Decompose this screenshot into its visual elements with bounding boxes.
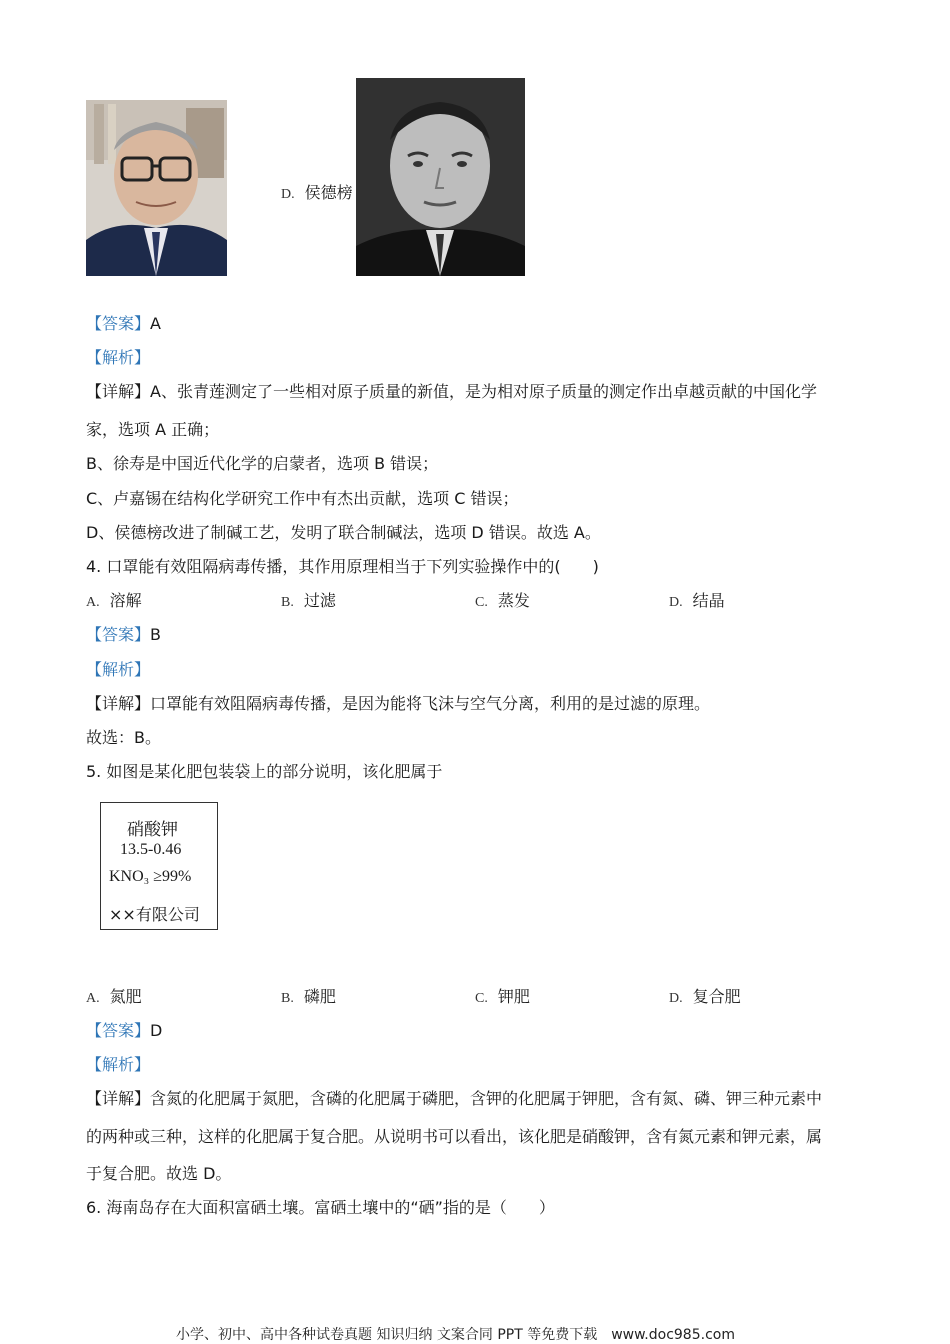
q4-detail-line-2: 故选：B。 <box>86 728 161 747</box>
answer-value: A <box>150 314 161 333</box>
option-letter: D. <box>669 991 683 1006</box>
q3-detail-line-1 <box>86 382 817 402</box>
fertilizer-label-box <box>100 802 218 930</box>
option-letter: A. <box>86 991 100 1006</box>
option-text: 复合肥 <box>692 987 741 1006</box>
label-company: ××有限公司 <box>109 905 200 924</box>
q4-analysis-tag: 【解析】 <box>86 660 151 679</box>
option-text: 氮肥 <box>109 987 142 1006</box>
q3-detail-line-5: D、侯德榜改进了制碱工艺，发明了联合制碱法，选项 D 错误。故选 A。 <box>86 523 601 542</box>
q3-detail-line-3: B、徐寿是中国近代化学的启蒙者，选项 B 错误； <box>86 454 439 473</box>
label-spec: 13.5-0.46 <box>120 841 182 858</box>
option-text: 结晶 <box>692 591 725 610</box>
label-product-name: 硝酸钾 <box>127 820 178 840</box>
q5-analysis-tag: 【解析】 <box>86 1055 151 1074</box>
q6-stem: 6. 海南岛存在大面积富硒土壤。富硒土壤中的“硒”指的是（ ） <box>86 1198 555 1217</box>
portrait-photo-bw <box>356 78 525 276</box>
detail-text: 含氮的化肥属于氮肥，含磷的化肥属于磷肥，含钾的化肥属于钾肥，含有氮、磷、钾三种元素中 <box>150 1089 823 1108</box>
option-letter: A. <box>86 595 100 610</box>
portrait-photo-glasses <box>86 100 227 276</box>
q5-detail-line-3: 于复合肥。故选 D。 <box>86 1164 232 1183</box>
detail-text: A、张青莲测定了一些相对原子质量的新值，是为相对原子质量的测定作出卓越贡献的中国化学 <box>150 382 817 401</box>
q5-answer <box>86 1021 162 1041</box>
q5-detail-line-1 <box>86 1089 822 1109</box>
q4-stem: 4. 口罩能有效阻隔病毒传播，其作用原理相当于下列实验操作中的( ) <box>86 557 599 576</box>
page-footer: 小学、初中、高中各种试卷真题 知识归纳 文案合同 PPT 等免费下载 www.doc985.com <box>176 1327 735 1343</box>
answer-tag: 【答案】 <box>86 625 151 644</box>
option-text: 蒸发 <box>497 591 530 610</box>
detail-text: 口罩能有效阻隔病毒传播，是因为能将飞沫与空气分离，利用的是过滤的原理。 <box>150 694 711 713</box>
option-letter: D. <box>669 595 683 610</box>
detail-tag: 【详解】 <box>86 382 151 401</box>
option-letter: D. <box>281 187 295 202</box>
q5-option-d <box>669 987 741 1009</box>
q4-option-d <box>669 591 725 613</box>
q4-detail-line-1 <box>86 694 710 714</box>
option-text: 侯德榜 <box>304 183 353 202</box>
option-text: 溶解 <box>109 591 142 610</box>
option-text: 磷肥 <box>303 987 336 1006</box>
answer-value: B <box>150 625 161 644</box>
detail-tag: 【详解】 <box>86 694 151 713</box>
q5-option-b <box>281 987 336 1009</box>
q4-answer <box>86 625 161 645</box>
option-letter: B. <box>281 595 294 610</box>
detail-tag: 【详解】 <box>86 1089 151 1108</box>
q5-option-a <box>86 987 142 1009</box>
q5-detail-line-2: 的两种或三种，这样的化肥属于复合肥。从说明书可以看出，该化肥是硝酸钾，含有氮元素和钾元素，属 <box>86 1127 823 1146</box>
q5-stem: 5. 如图是某化肥包装袋上的部分说明，该化肥属于 <box>86 762 443 781</box>
option-letter: B. <box>281 991 294 1006</box>
q4-option-a <box>86 591 142 613</box>
answer-value: D <box>150 1021 163 1040</box>
q5-option-c <box>475 987 530 1009</box>
q4-option-c <box>475 591 530 613</box>
q3-analysis-tag: 【解析】 <box>86 348 151 367</box>
option-letter: C. <box>475 595 488 610</box>
option-letter: C. <box>475 991 488 1006</box>
option-text: 过滤 <box>303 591 336 610</box>
answer-tag: 【答案】 <box>86 314 151 333</box>
answer-tag: 【答案】 <box>86 1021 151 1040</box>
label-formula: KNO₃ ≥99% <box>109 868 192 885</box>
q3-detail-line-2: 家，选项 A 正确； <box>86 420 220 439</box>
q4-option-b <box>281 591 336 613</box>
q3-option-d <box>281 180 353 203</box>
option-text: 钾肥 <box>497 987 530 1006</box>
q3-detail-line-4: C、卢嘉锡在结构化学研究工作中有杰出贡献，选项 C 错误； <box>86 489 519 508</box>
q3-answer <box>86 314 161 334</box>
